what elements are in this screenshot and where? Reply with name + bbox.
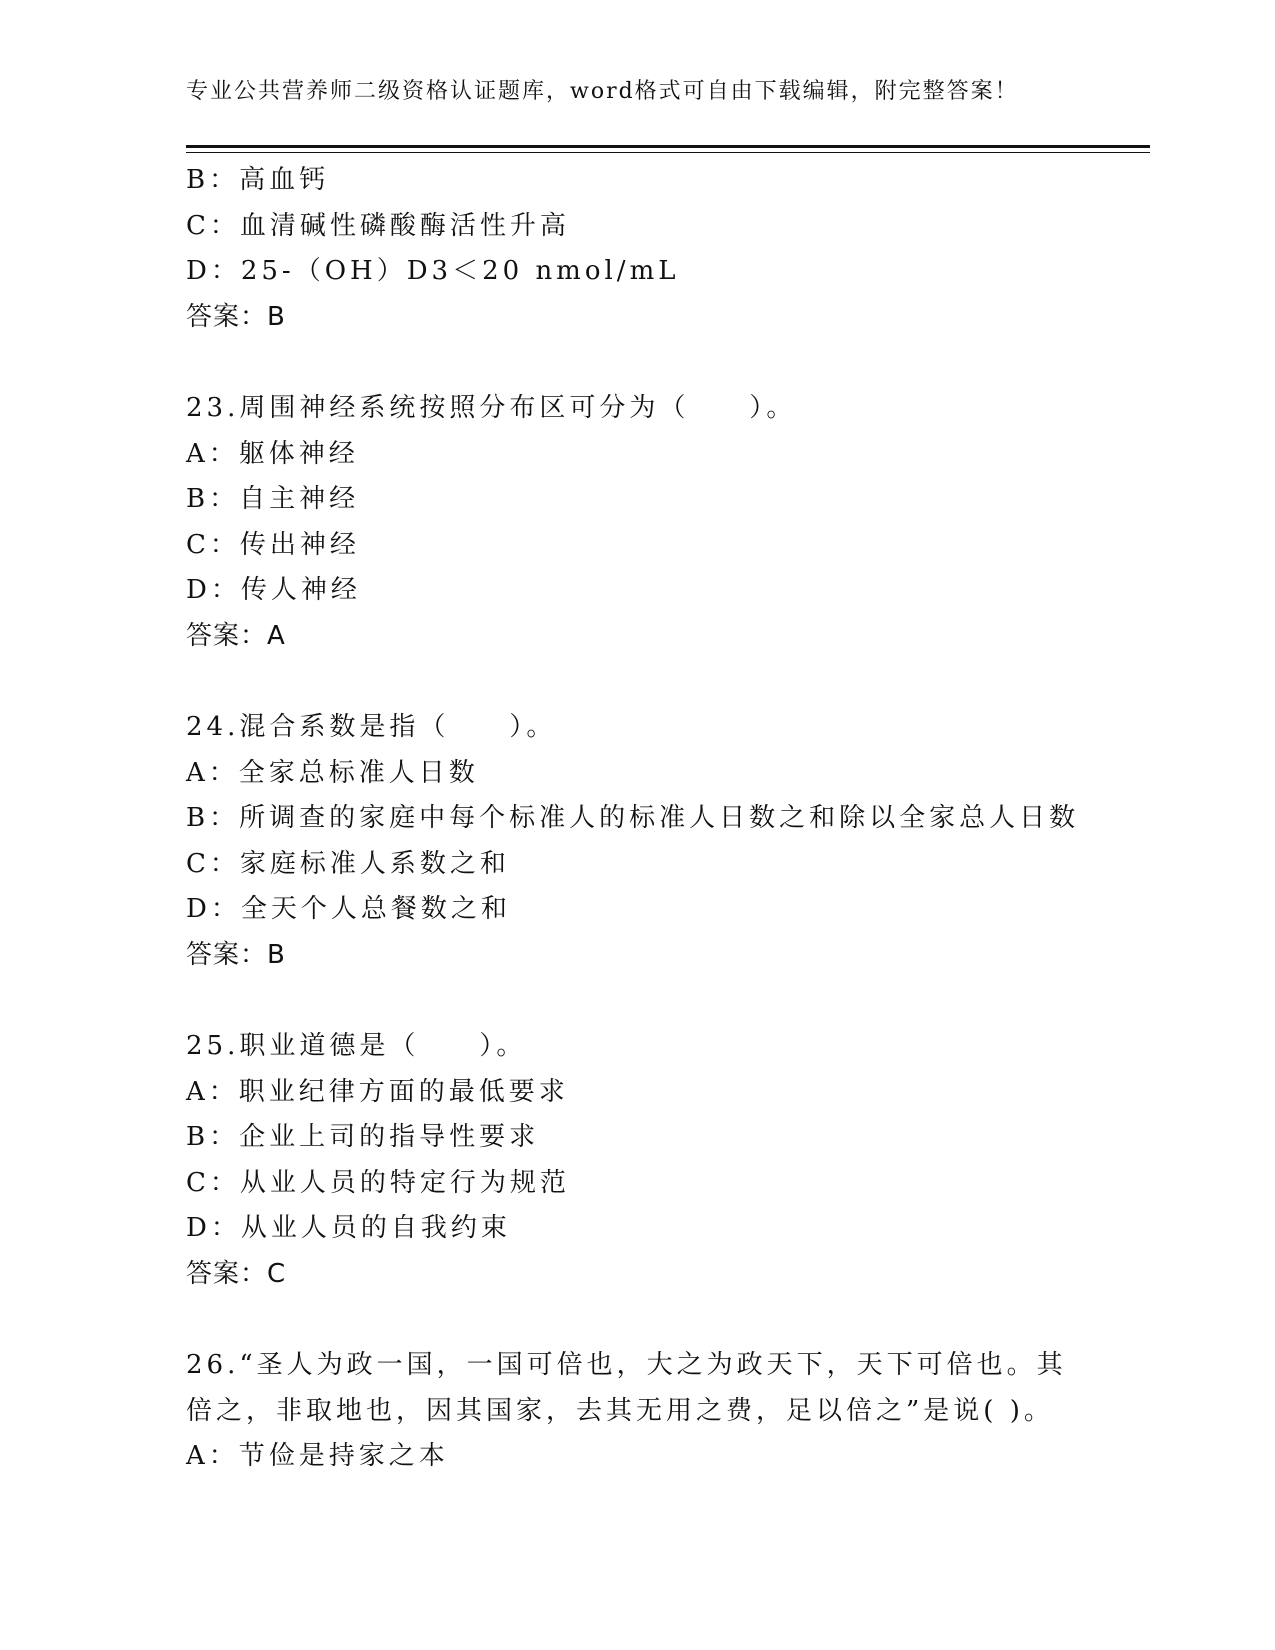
option-b: B：高血钙 bbox=[186, 165, 330, 195]
question-25 bbox=[186, 1024, 1150, 1297]
option-d: D：25-（OH）D3＜20 nmol/mL bbox=[186, 256, 680, 286]
spacer bbox=[186, 340, 1150, 386]
option-a: A：节俭是持家之本 bbox=[186, 1441, 449, 1471]
question-23 bbox=[186, 386, 1150, 659]
option-c: C：传出神经 bbox=[186, 529, 360, 560]
question-text: 23.周围神经系统按照分布区可分为（ ）。 bbox=[186, 393, 797, 423]
answer-text: 答案：C bbox=[186, 1258, 287, 1289]
question-text: 24.混合系数是指（ ）。 bbox=[186, 712, 557, 742]
option-b: B：所调查的家庭中每个标准人的标准人日数之和除以全家总人日数 bbox=[186, 803, 1080, 833]
question-26 bbox=[186, 1343, 1150, 1480]
option-c: C：从业人员的特定行为规范 bbox=[186, 1167, 570, 1198]
question-24 bbox=[186, 705, 1150, 978]
option-b: B：自主神经 bbox=[186, 484, 360, 514]
answer-text: 答案：B bbox=[186, 939, 286, 970]
spacer bbox=[186, 659, 1150, 705]
question-text: 26.“圣人为政一国，一国可倍也，大之为政天下，天下可倍也。其倍之，非取地也，因其国家，去其无用之费，足以倍之”是说( )。 bbox=[186, 1350, 1067, 1426]
question-22-tail bbox=[186, 158, 1150, 340]
option-a: A：躯体神经 bbox=[186, 438, 359, 469]
option-c: C：家庭标准人系数之和 bbox=[186, 848, 510, 879]
question-text: 25.职业道德是（ ）。 bbox=[186, 1031, 527, 1061]
option-d: D：从业人员的自我约束 bbox=[186, 1213, 511, 1243]
spacer bbox=[186, 978, 1150, 1024]
header-divider-thick bbox=[186, 145, 1150, 148]
option-c: C：血清碱性磷酸酶活性升高 bbox=[186, 210, 570, 241]
answer-text: 答案：B bbox=[186, 301, 286, 332]
option-a: A：职业纪律方面的最低要求 bbox=[186, 1076, 569, 1107]
page-header: 专业公共营养师二级资格认证题库，word格式可自由下载编辑，附完整答案！ bbox=[186, 79, 1019, 104]
header-divider-thin bbox=[186, 152, 1150, 153]
option-d: D：传人神经 bbox=[186, 575, 361, 605]
spacer bbox=[186, 1297, 1150, 1343]
option-d: D：全天个人总餐数之和 bbox=[186, 894, 511, 924]
option-a: A：全家总标准人日数 bbox=[186, 757, 479, 788]
question-content bbox=[186, 158, 1150, 1480]
answer-text: 答案：A bbox=[186, 620, 286, 651]
option-b: B：企业上司的指导性要求 bbox=[186, 1122, 540, 1152]
